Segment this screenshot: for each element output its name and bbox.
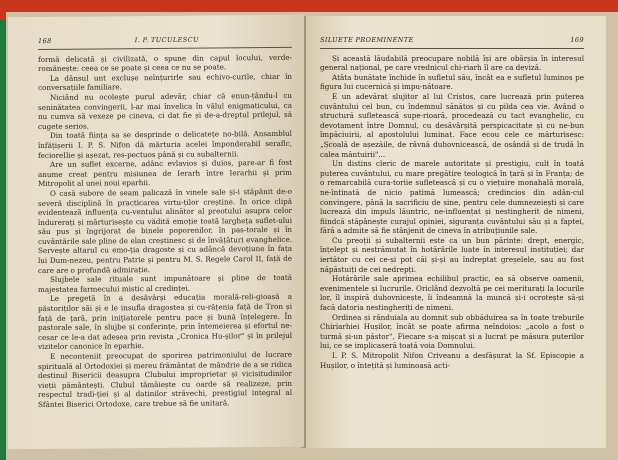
left-paragraph: Niciând nu ocolește purul adevăr, chiar că enun-țându-l cu seninătatea convingerii, l-ar mai învelica în vălul enigmaticului, ca nu cumva să vexeze pe cineva, ci dat fie și de-a-dreptul prilejul, să cugete serios. bbox=[38, 90, 292, 131]
right-paragraph: Și această lăudabilă preocupare nobilă își are obârșia în interesul general național, pe care vrednicul chi-riarh îl are ca deviză. bbox=[320, 53, 584, 73]
left-paragraph: Le pregetă în a desăvârși educația morală-reli-gioasă a păstoriților săi și e le insufla dragostea și cu-rățenia față de Tron și față de țară, prin iniţiatorele pentru pace și bună înțelegere. În pastorale sale, în slujbe și conferințe, prin întemeierea și efortul ne-cesar ce le-a dat adesea prin revista „Cronica Hu-șilor" și în prilejul vizitelor canonice în eparhie. bbox=[38, 292, 292, 352]
right-paragraph: Hotărârile sale aprimea echilibul practic, ea să observe oamenii, evenimentele și lucrurile. Oriclând dezvoltă pe cei meriturați la locurile lor, îl inspiră duhovnicește, îi îndeamnă la muncă și-i ocrotește să-și facă datoria nestingheriți de nimeni. bbox=[320, 274, 584, 313]
left-page bbox=[8, 15, 304, 450]
right-page-header bbox=[320, 36, 584, 49]
right-paragraph: I. P. S. Mitropolit Nifon Criveanu a desfășurat la Sf. Episcopie a Hușilor, o întețită și luminoasă acti- bbox=[320, 351, 584, 370]
left-running-head: I. P. TUCULESCU bbox=[134, 35, 199, 45]
left-paragraph: O casă subore de seam palicază în vinele sale și-i stăpânit de-o severă disciplină în practicarea virtu-ților creștine. În orice clipă evidentează influența cu-ventului alinător al preotului asupra celor îndurerați și mărturisește cu vădită emoție toată largheța suflet-ului său pus și îngrijorat de binele poporenilor, în pas-torale și în cuvântările sale pline de elan creștinesc și de învățături evanghelice. Servește altarul cu emo-ția dragoste și cu adâncă devoțiune în fața lui Dum-nezeu, pentru Patrie și pentru M. S. Regele Carol II, față de care are o profundă admirație. bbox=[38, 186, 292, 275]
right-paragraph: Ordinea și rânduiala au domnit sub obbăduirea sa în toate treburile Chiriarhiei Hușilor, încât se poate afirma neîndoios: „acolo a fost o turmă și-un păstor", Fiecare s-a mișcat și a lucrat pe măsura puterilor lui, ce se implicaseră toată voia Domnului. bbox=[320, 312, 584, 351]
left-paragraph: E neconteniit preocupat de sporirea patrimoniului de lucrare spirituală al Ortodoxiei și mereu frământat de mândrie de a se ridica destinul Bisericii deasupra Clubului improprietar și vicisitudinilor vieții pământești. Clubul tămâiește cu oarde să realizeze, prin respectul tradi-ției și al datinilor străvechi, prestigiul integral al Sfântei Biserici Ortodoxe, care trebue să fie unitară. bbox=[38, 349, 292, 409]
left-paragraph: Din toată ființa sa se desprinde o delicatețe no-bilă. Ansamblul înfățișerii I. P. S. Nifon dă mărturia acelei împonderabil seraflc, fecioreIlie și așezat, res-pectuos până și cu subalternii. bbox=[38, 129, 292, 160]
right-paragraph: E un adevărat slujitor al lui Cristos, care lucrează prin puterea cuvântului cel bun, cu îndemnul sănătos și cu pilda cea vie. Având o structură sufletească supe-rioară, procedează cu tact evanghelic, cu devotament între Domnul, cu desăvârșită perspicacitate și cu ne-bun împăciuirii, al apostolului luminat. Face ecou cele ce mărturisesc: „Școală de așezăile, de râvnă duhovnicească, de osândă și de trudă în calea mântuirii"... bbox=[320, 91, 584, 159]
left-paragraph: Are un suflet excerne, adânc evlavios și duios, pare-ar fi fost anume creat pentru misiunea de Ierarh între Ierarhii și prim Mitropolit al unei noui eparhii. bbox=[38, 157, 292, 189]
left-page-number: 168 bbox=[38, 36, 52, 46]
right-paragraph: Un distins cleric de marele autoritate și prestigiu, cult în toată puterea cuvântului, cu mare pregătire teologică în țară și în Franța; de o remarcabilă cura-toriie sufletească și cu o viețuire monahală morală, ne-întinată de nicio patimă lumească; credincios din adân-cul convingere, până la sacrificiu de sine, pentru cele dumnezeiești și care lucrează din impuls lăuntric, ne-influențat și nestingherit de nimeni, fiindcă stăpânește curajul opiniei, siguranța cuvântului său și a faptei, fără a admite să fie stânjenit de cineva în atribuțiunile sale. bbox=[320, 159, 584, 236]
right-page-number: 169 bbox=[570, 36, 584, 44]
left-paragraph: Slujbele sale rituale sunt impunătoare și pline de toată majestatea farmecului mistic al credinței. bbox=[38, 273, 292, 294]
right-paragraph: Cu preoții și subalternii este ca un bun părinte: drept, energic, înțelept și nestrămutat în hotărârile luate în interesul instituției; dar iertător cu cei ce-și pot căi și-și au îndreptat greșelele, sau au fost năpăstuiți de cei nedrepți. bbox=[320, 235, 584, 274]
left-paragraph: La dânsul unt exclușe neînțurirle sau echivo-curile, chiar în conversațiile familiare. bbox=[38, 71, 292, 93]
left-page-header bbox=[38, 35, 292, 50]
right-paragraph: Atâta bunătate închide în sufletul său, încât ea e sufletul luminos pe figura lui cucernică și impu-nătoare. bbox=[320, 72, 584, 92]
right-page bbox=[306, 16, 606, 448]
right-running-head: SILUETE PROEMINENTE bbox=[320, 36, 414, 44]
left-paragraph: formă delicată și civilizată, o spune din capul locului, verde-romănește: ceea ce se poate și ceea ce nu se poate. bbox=[38, 52, 292, 74]
